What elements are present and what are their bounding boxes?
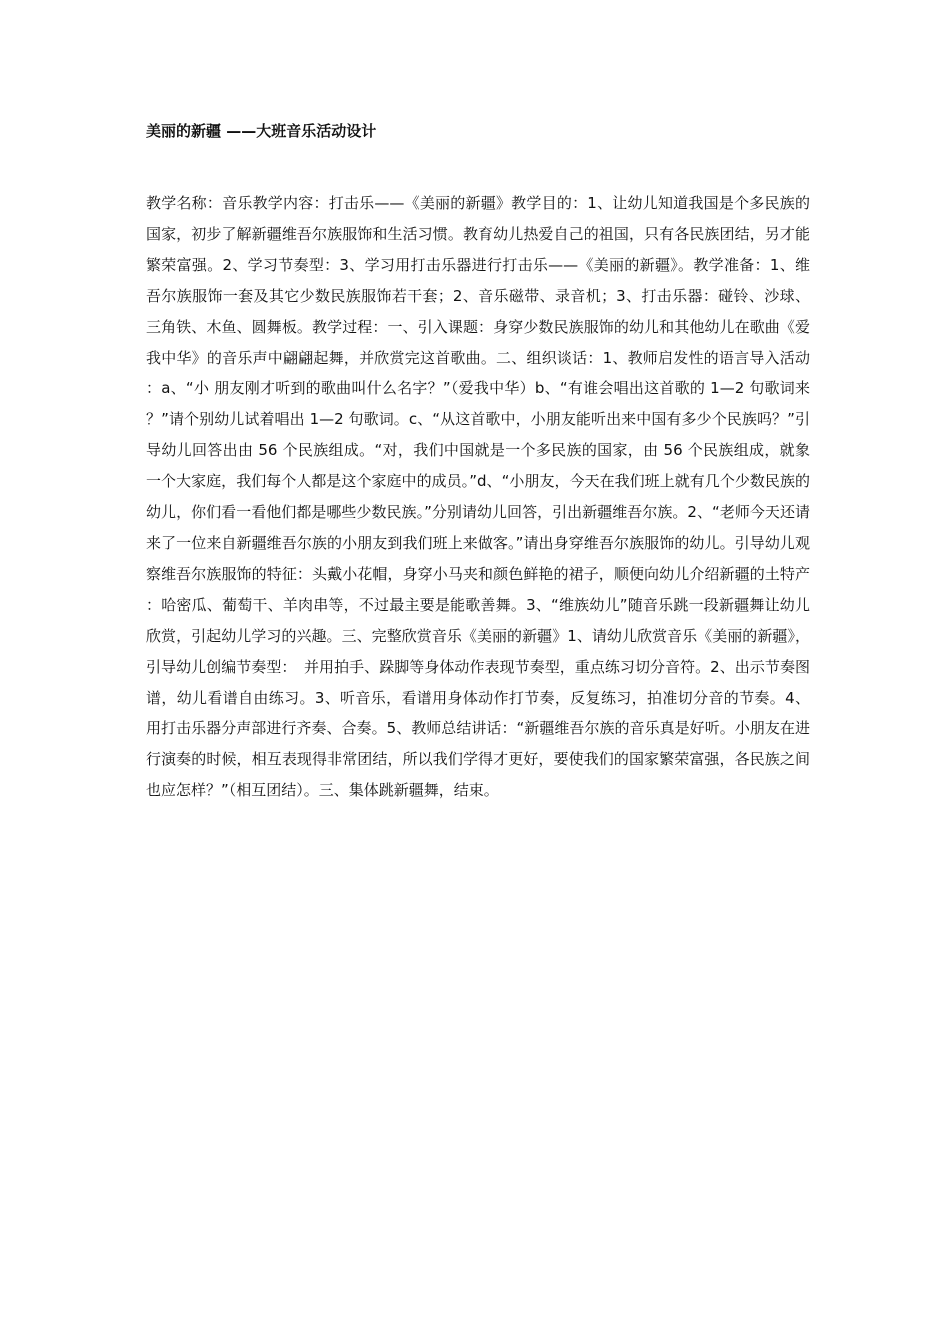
document-title: 美丽的新疆 ——大班音乐活动设计 [146,122,377,140]
document-body: 教学名称：音乐教学内容：打击乐——《美丽的新疆》教学目的：1、让幼儿知道我国是个多民族的国家，初步了解新疆维吾尔族服饰和生活习惯。教育幼儿热爱自己的祖国，只有各民族团结，另才能繁荣富强。2、学习节奏型：3、学习用打击乐器进行打击乐——《美丽的新疆》。教学准备：1、维吾尔族服饰一套及其它少数民族服饰若干套；2、音乐磁带、录音机；3、打击乐器：碰铃、沙球、三角铁、木鱼、圆舞板。教学过程：一、引入课题：身穿少数民族服饰的幼儿和其他幼儿在歌曲《爱我中华》的音乐声中翩翩起舞，并欣赏完这首歌曲。二、组织谈话：1、教师启发性的语言导入活动：a、“小 朋友刚才听到的歌曲叫什么名字？”（爱我中华）b、“有谁会唱出这首歌的 1—2 句歌词来？”请个别幼儿试着唱出 1—2 句歌词。c、“从这首歌中，小朋友能听出来中国有多少个民族吗？”引导幼儿回答出由 56 个民族组成。“对，我们中国就是一个多民族的国家，由 56 个民族组成，就象一个大家庭，我们每个人都是这个家庭中的成员。”d、“小朋友，今天在我们班上就有几个少数民族的幼儿，你们看一看他们都是哪些少数民族。”分别请幼儿回答，引出新疆维吾尔族。2、“老师今天还请来了一位来自新疆维吾尔族的小朋友到我们班上来做客。”请出身穿维吾尔族服饰的幼儿。引导幼儿观察维吾尔族服饰的特征：头戴小花帽，身穿小马夹和颜色鲜艳的裙子，顺便向幼儿介绍新疆的土特产：哈密瓜、葡萄干、羊肉串等，不过最主要是能歌善舞。3、“维族幼儿”随音乐跳一段新疆舞让幼儿欣赏，引起幼儿学习的兴趣。三、完整欣赏音乐《美丽的新疆》1、请幼儿欣赏音乐《美丽的新疆》，引导幼儿创编节奏型： 并用拍手、跺脚等身体动作表现节奏型，重点练习切分音符。2、出示节奏图谱，幼儿看谱自由练习。3、听音乐，看谱用身体动作打节奏，反复练习，拍准切分音的节奏。4、用打击乐器分声部进行齐奏、合奏。5、教师总结讲话：“新疆维吾尔族的音乐真是好听。小朋友在进行演奏的时候，相互表现得非常团结，所以我们学得才更好，要使我们的国家繁荣富强，各民族之间也应怎样？”（相互团结）。三、集体跳新疆舞，结束。 [146,194,810,800]
